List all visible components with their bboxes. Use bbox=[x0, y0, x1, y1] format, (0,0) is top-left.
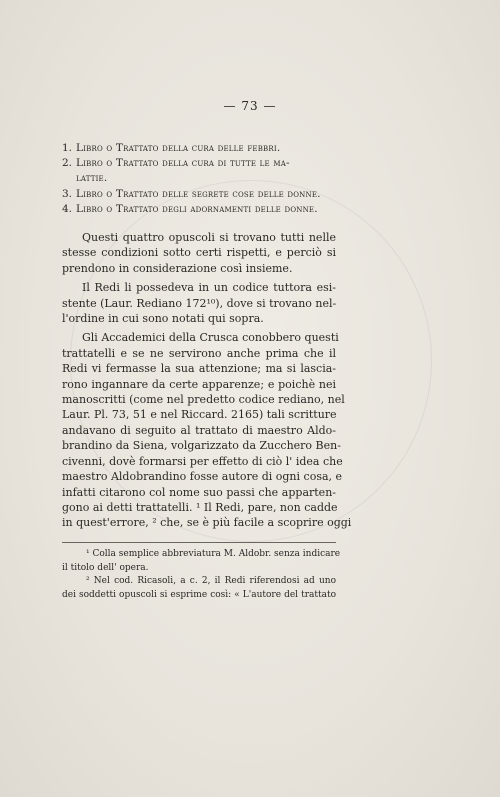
footnote-line: dei soddetti opuscoli si esprime così: « L'autore del trattato bbox=[62, 589, 336, 600]
body-text bbox=[62, 230, 352, 531]
footnotes bbox=[62, 548, 341, 602]
text-line: Questi quattro opuscoli si trovano tutti nelle bbox=[82, 231, 336, 244]
text-line: andavano di seguito al trattato di maestro Aldo- bbox=[62, 423, 336, 437]
text-line: prendono in considerazione così insieme. bbox=[62, 261, 293, 275]
treatise-item: 3. Libro o Trattato delle segrete cose delle donne. bbox=[62, 187, 321, 200]
text-line: Il Redi li possedeva in un codice tuttora esi- bbox=[82, 281, 336, 295]
text-line: manoscritti (come nel predetto codice rediano, nel bbox=[62, 393, 345, 407]
text-line: gono ai detti trattatelli. ¹ Il Redi, pare, non cadde bbox=[62, 500, 338, 514]
text-line: civenni, dovè formarsi per effetto di ciò l' idea che bbox=[62, 454, 343, 468]
footnote-line: il titolo dell' opera. bbox=[62, 562, 149, 573]
text-line: maestro Aldobrandino fosse autore di ogni cosa, e bbox=[62, 470, 343, 484]
treatise-item: 2. Libro o Trattato della cura di tutte le ma- bbox=[62, 157, 290, 170]
treatise-item: 4. Libro o Trattato degli adornamenti delle donne. bbox=[62, 202, 318, 215]
text-line: Laur. Pl. 73, 51 e nel Riccard. 2165) tali scritture bbox=[62, 408, 337, 422]
text-line: Gli Accademici della Crusca conobbero questi bbox=[82, 331, 339, 345]
text-line: brandino da Siena, volgarizzato da Zucchero Ben- bbox=[62, 439, 341, 453]
text-line: in quest'errore, ² che, se è più facile a scoprire oggi bbox=[62, 516, 352, 530]
treatise-list bbox=[62, 141, 342, 217]
text-line: Redi vi fermasse la sua attenzione; ma si lascia- bbox=[62, 362, 336, 376]
footnote-rule bbox=[62, 542, 336, 543]
text-line: infatti citarono col nome suo passi che apparten- bbox=[62, 485, 336, 499]
text-line: stente (Laur. Rediano 172¹⁰), dove si trovano nel- bbox=[62, 296, 337, 310]
treatise-item-continued: lattie. bbox=[76, 172, 108, 185]
text-line: stesse condizioni sotto certi rispetti, e perciò si bbox=[62, 246, 336, 260]
text-line: trattatelli e se ne servirono anche prima che il bbox=[62, 346, 336, 360]
footnote-line: ¹ Colla semplice abbreviatura M. Aldobr. senza indicare bbox=[86, 549, 341, 559]
text-line: rono ingannare da certe apparenze; e poichè nei bbox=[62, 377, 336, 391]
page-number: — 73 — bbox=[223, 99, 277, 113]
footnote-line: ² Nel cod. Ricasoli, a c. 2, il Redi riferendosi ad uno bbox=[86, 576, 336, 586]
treatise-item: 1. Libro o Trattato della cura delle febbri. bbox=[62, 142, 281, 154]
text-line: l'ordine in cui sono notati qui sopra. bbox=[62, 312, 264, 326]
